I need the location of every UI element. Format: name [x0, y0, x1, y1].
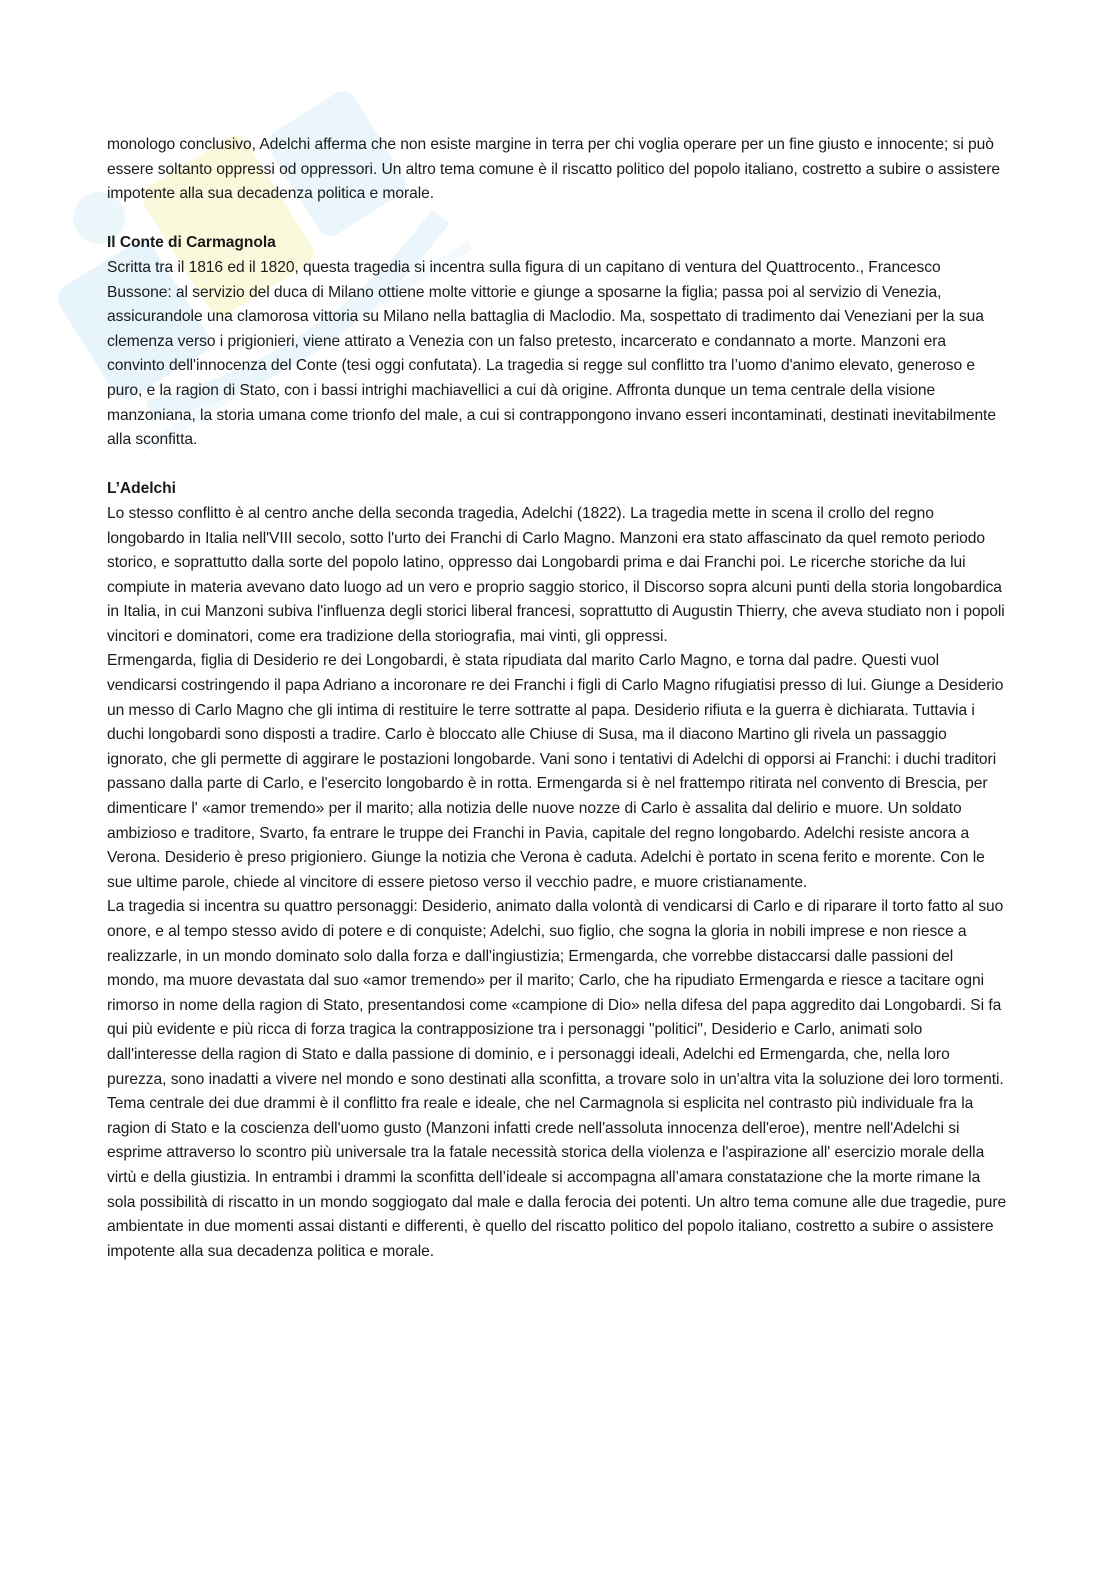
heading-carmagnola: Il Conte di Carmagnola — [107, 234, 276, 252]
heading-adelchi: L’Adelchi — [107, 480, 176, 498]
adelchi-paragraph-2: Ermengarda, figlia di Desiderio re dei Longobardi, è stata ripudiata dal marito Carlo Magno, e torna dal padre. Questi vuol vendicarsi costringendo il papa Adriano a incoronare re dei Franchi i figli di Carlo Magno rifugiatisi presso di lui. Giunge a Desiderio un messo di Carlo Magno che gli intima di restituire le terre sottratte al papa. Desiderio rifiuta e la guerra è dichiarata. Tuttavia i duchi longobardi sono disposti a tradire. Carlo è bloccato alle Chiuse di Susa, ma il diacono Martino gli rivela un passaggio ignorato, che gli permette di aggirare le postazioni longobarde. Vani sono i tentativi di Adelchi di opporsi ai Franchi: i duchi traditori passano dalla parte di Carlo, e l'esercito longobardo è in rotta. Ermengarda si è nel frattempo ritirata nel convento di Brescia, per dimenticare l' «amor tremendo» per il marito; alla notizia delle nuove nozze di Carlo è assalita dal delirio e muore. Un soldato ambizioso e traditore, Svarto, fa entrare le truppe dei Franchi in Pavia, capitale del regno longobardo. Adelchi resiste ancora a Verona. Desiderio è preso prigioniero. Giunge la notizia che Verona è caduta. Adelchi è portato in scena ferito e morente. Con le sue ultime parole, chiede al vincitore di essere pietoso verso il vecchio padre, e muore cristianamente. — [107, 652, 1004, 891]
adelchi-paragraph-4: Tema centrale dei due drammi è il conflitto fra reale e ideale, che nel Carmagnola si esplicita nel contrasto più individuale fra la ragion di Stato e la coscienza dell'uomo gusto (Manzoni infatti crede nell'assoluta innocenza dell'eroe), mentre nell'Adelchi si esprime attraverso lo scontro più universale tra la fatale necessità storica della violenza e l'aspirazione all' esercizio morale della virtù e della giustizia. In entrambi i drammi la sconfitta dell’ideale si accompagna all’amara constatazione che la morte rimane la sola possibilità di riscatto in un mondo soggiogato dal male e dalla ferocia dei potenti. Un altro tema comune alle due tragedie, pure ambientate in due momenti assai distanti e differenti, è quello del riscatto politico del popolo italiano, costretto a subire o assistere impotente alla sua decadenza politica e morale. — [107, 1095, 1007, 1260]
adelchi-paragraph-1: Lo stesso conflitto è al centro anche della seconda tragedia, Adelchi (1822). La tragedia mette in scena il crollo del regno longobardo in Italia nell'VIII secolo, sotto l'urto dei Franchi di Carlo Magno. Manzoni era stato affascinato da quel remoto periodo storico, e soprattutto dalla sorte del popolo latino, oppresso dai Longobardi prima e dai Franchi poi. Le ricerche storiche da lui compiute in materia avevano dato luogo ad un vero e proprio saggio storico, il Discorso sopra alcuni punti della storia longobardica in Italia, in cui Manzoni subiva l'influenza degli storici liberal francesi, soprattutto di Augustin Thierry, che aveva studiato non i popoli vincitori e dominatori, come era tradizione della storiografia, mai vinti, gli oppressi. — [107, 504, 1005, 645]
adelchi-paragraph-3: La tragedia si incentra su quattro personaggi: Desiderio, animato dalla volontà di vendicarsi di Carlo e di riparare il torto fatto al suo onore, e al tempo stesso avido di potere e di conquiste; Adelchi, suo figlio, che sogna la gloria in nobili imprese e non riesce a realizzarle, in un mondo dominato solo dalla forza e dall'ingiustizia; Ermengarda, che vorrebbe distaccarsi dalle passioni del mondo, ma muore devastata dal suo «amor tremendo» per il marito; Carlo, che ha ripudiato Ermengarda e riesce a tacitare ogni rimorso in nome della ragion di Stato, presentandosi come «campione di Dio» nella difesa del papa aggredito dai Longobardi. Si fa qui più evidente e più ricca di forza tragica la contrapposizione tra i personaggi "politici", Desiderio e Carlo, animati solo dall'interesse della ragion di Stato e dalla passione di dominio, e i personaggi ideali, Adelchi ed Ermengarda, che, nella loro purezza, sono inadatti a vivere nel mondo e sono destinati alla sconfitta, a trovare solo in un'altra vita la soluzione dei loro tormenti. — [107, 898, 1004, 1088]
carmagnola-paragraph: Scritta tra il 1816 ed il 1820, questa tragedia si incentra sulla figura di un capitano di ventura del Quattrocento., Francesco Bussone: al servizio del duca di Milano ottiene molte vittorie e giunge a sposarne la figlia; passa poi al servizio di Venezia, assicurandole una clamorosa vittoria su Milano nella battaglia di Maclodio. Ma, sospettato di tradimento dai Veneziani per la sua clemenza verso i prigionieri, viene attirato a Venezia con un falso pretesto, incarcerato e condannato a morte. Manzoni era convinto dell'innocenza del Conte (tesi oggi confutata). La tragedia si regge sul conflitto tra l’uomo d'animo elevato, generoso e puro, e la ragion di Stato, con i bassi intrighi machiavellici a cui dà origine. Affronta dunque un tema centrale della visione manzoniana, la storia umana come trionfo del male, a cui si contrappongono invano esseri incontaminati, destinati inevitabilmente alla sconfitta. — [107, 258, 996, 449]
document-page — [107, 133, 1007, 1264]
spacer — [107, 207, 1007, 232]
intro-paragraph: monologo conclusivo, Adelchi afferma che non esiste margine in terra per chi voglia operare per un fine giusto e innocente; si può essere soltanto oppressi od oppressori. Un altro tema comune è il riscatto politico del popolo italiano, costretto a subire o assistere impotente alla sua decadenza politica e morale. — [107, 136, 1000, 203]
spacer — [107, 453, 1007, 478]
